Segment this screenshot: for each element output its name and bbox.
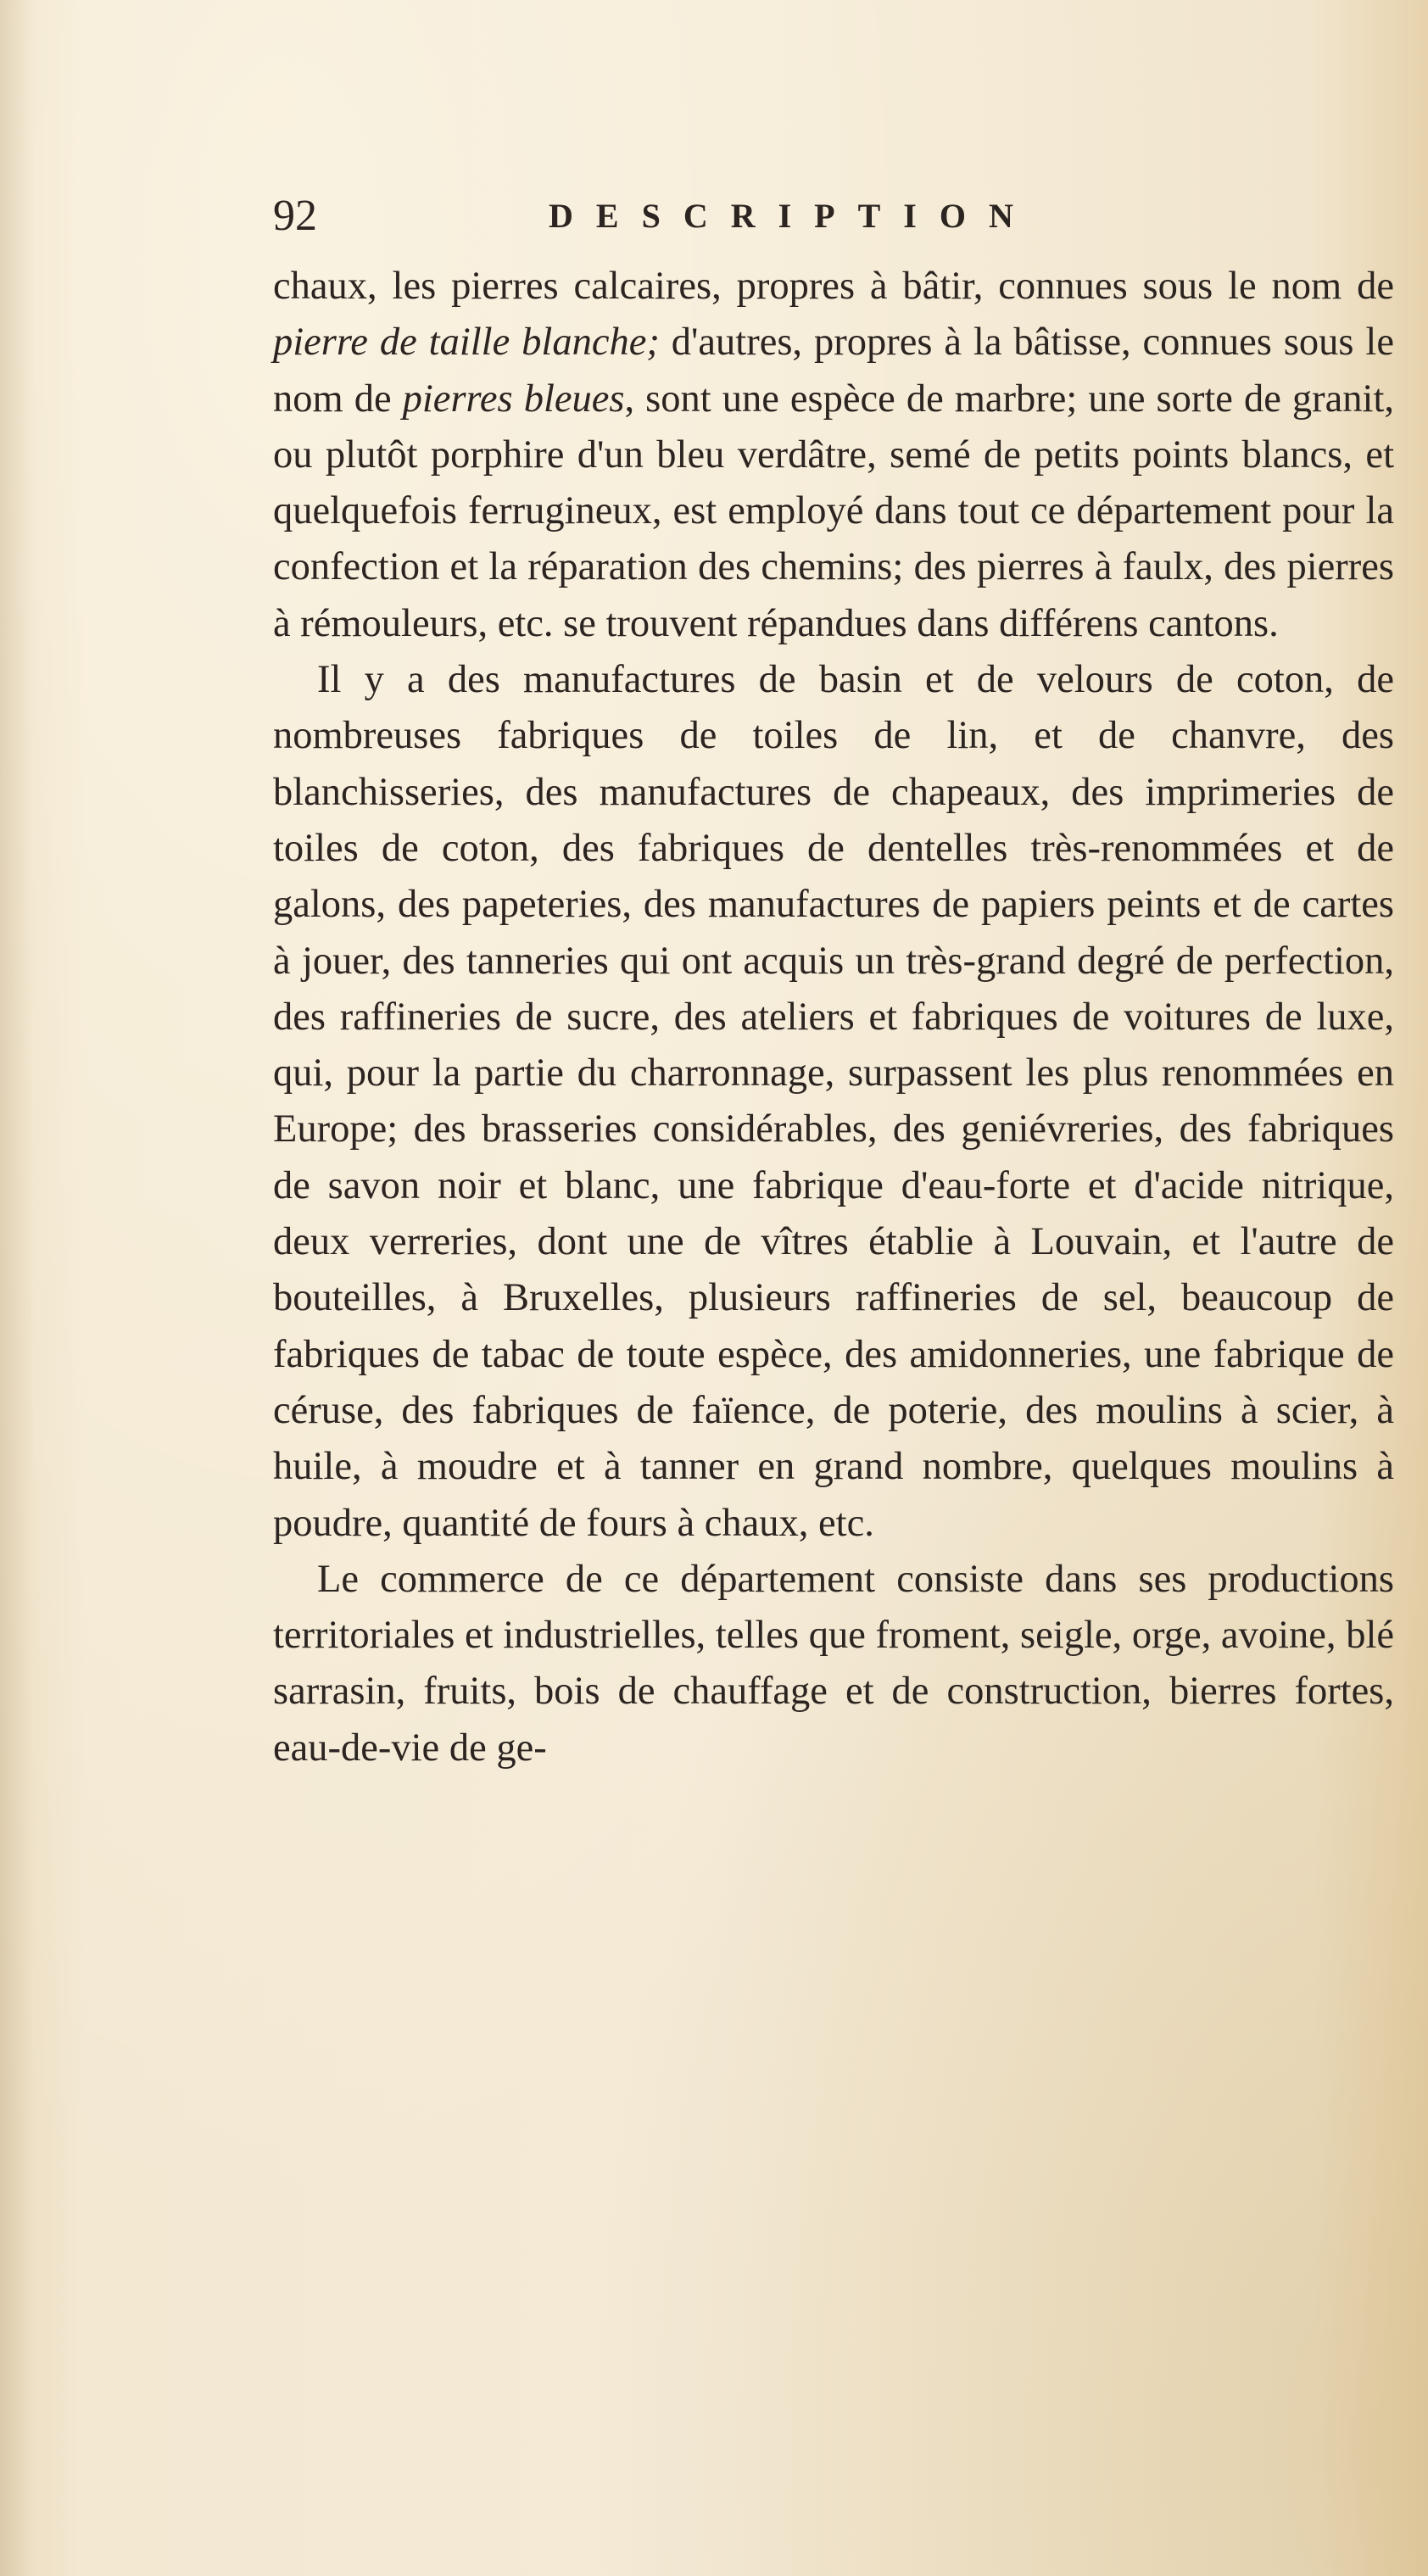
text-segment: d'autres, propres à la bâtisse, connues sous le nom de xyxy=(273,321,1394,421)
page-number: 92 xyxy=(273,192,317,240)
text-segment: Il y a des manufactures de basin et de velours de coton, de nombreuses fabriques de toiles de lin, et de chanvre, des blanchisseries, des manufactures de chapeaux, des imprimeries de toiles de coton, des fabriques de dentelles très-renommées et de galons, des papeteries, des manufactures de papiers peints et de cartes à jouer, des tanneries qui ont acquis un très-grand degré de perfection, des raffineries de sucre, des ateliers et fabriques de voitures de luxe, qui, pour la partie du charronnage, surpassent les plus renommées en Europe; des brasseries considérables, des geniévreries, des fabriques de savon noir et blanc, une fabrique d'eau-forte et d'acide nitrique, deux verreries, dont une de vîtres établie à Louvain, et l'autre de bouteilles, à Bruxelles, plusieurs raffineries de sel, beaucoup de fabriques de tabac de toute espèce, des amidonneries, une fabrique de céruse, des fabriques de faïence, de poterie, des moulins à scier, à huile, à moudre et à tanner en grand nombre, quelques moulins à poudre, quantité de fours à chaux, etc. xyxy=(273,658,1394,1545)
paragraph-3 xyxy=(273,1552,1394,1776)
running-head: DESCRIPTION xyxy=(549,197,1036,235)
text-segment: chaux, les pierres calcaires, propres à bâtir, connues sous le nom de xyxy=(273,265,1394,308)
paragraph-1 xyxy=(273,259,1394,652)
page-gutter-shadow xyxy=(0,0,34,2576)
italic-segment: pierres bleues xyxy=(402,376,625,421)
body-text xyxy=(273,259,1394,1776)
page-header xyxy=(273,191,1428,250)
italic-segment: pierre de taille blanche; xyxy=(273,321,660,365)
text-segment: Le commerce de ce département consiste dans ses productions territoriales et industrielles, telles que froment, seigle, orge, avoine, blé sarrasin, fruits, bois de chauffage et de construction, bierres fortes, eau-de-vie de ge- xyxy=(273,1557,1394,1770)
text-segment: , sont une espèce de marbre; une sorte de granit, ou plutôt porphire d'un bleu verdâtre, semé de petits points blancs, et quelquefois ferrugineux, est employé dans tout ce département pour la confection et la réparation des chemins; des pierres à faulx, des pierres à rémouleurs, etc. se trouvent répandues dans différens cantons. xyxy=(273,376,1394,645)
paragraph-2 xyxy=(273,652,1394,1552)
